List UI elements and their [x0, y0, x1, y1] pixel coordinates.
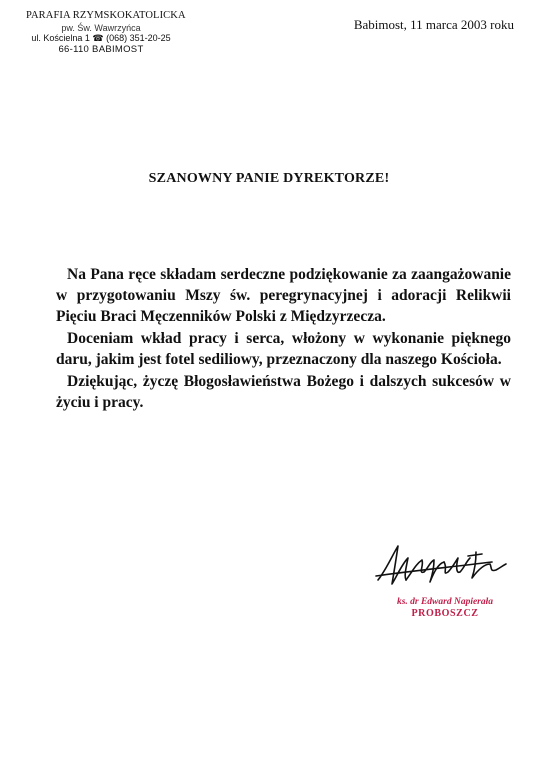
paragraph-thanks: Na Pana ręce składam serdeczne podziękowanie za zaangażowanie w przygotowaniu Mszy św. peregrynacyjnej i adoracji Relikwii Pięciu Braci Męczenników Polski z Międzyrzecza.: [56, 266, 511, 325]
paragraph-appreciation: Doceniam wkład pracy i serca, włożony w wykonanie pięknego daru, jakim jest fotel sediliowy, przeznaczony dla naszego Kościoła.: [56, 330, 511, 368]
letter-body: [56, 264, 511, 414]
signer-title: PROBOSZCZ: [411, 607, 479, 619]
handwritten-signature: [372, 542, 512, 590]
signer-name: ks. dr Edward Napierała: [396, 597, 494, 607]
parish-address: ul. Kościelna 1 ☎ (068) 351-20-25: [31, 33, 171, 44]
parish-patron: pw. Św. Wawrzyńca: [61, 22, 141, 33]
parish-city: 66-110 BABIMOST: [58, 44, 144, 56]
paragraph-wishes: Dziękując, życzę Błogosławieństwa Bożego i dalszych sukcesów w życiu i pracy.: [56, 373, 511, 411]
parish-name: PARAFIA RZYMSKOKATOLICKA: [26, 10, 186, 21]
parish-letterhead: [26, 10, 186, 56]
signer-stamp: [370, 597, 520, 619]
letter-date: Babimost, 11 marca 2003 roku: [353, 17, 514, 32]
salutation: SZANOWNY PANIE DYREKTORZE!: [148, 171, 390, 186]
